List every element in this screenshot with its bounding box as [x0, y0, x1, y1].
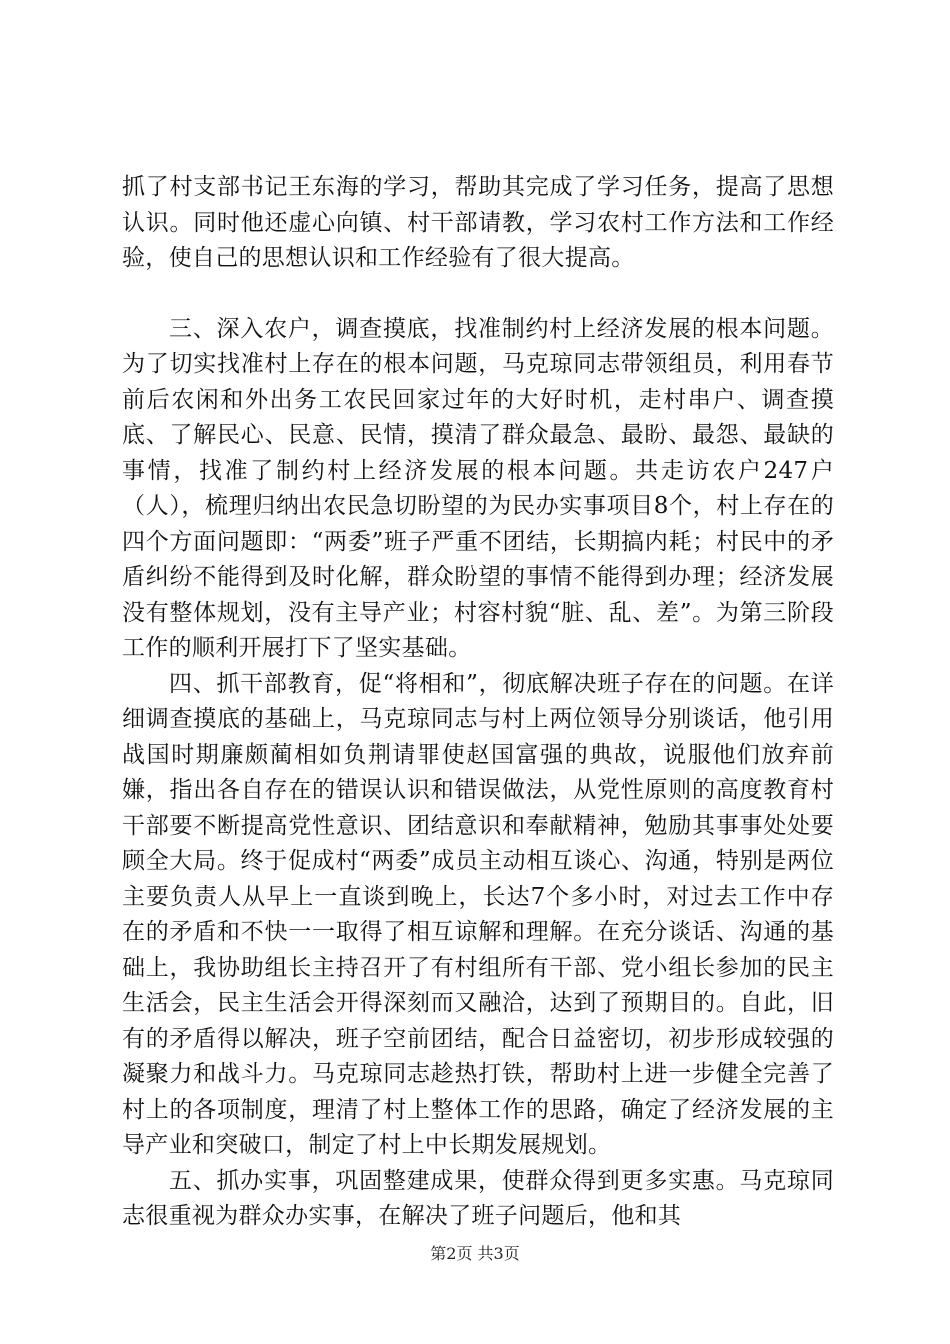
paragraph-section-3: 三、深入农户，调查摸底，找准制约村上经济发展的根本问题。为了切实找准村上存在的根本问题，马克琼同志带领组员，利用春节前后农闲和外出务工农民回家过年的大好时机，走村串户、调查摸底、了解民心、民意、民情，摸清了群众最急、最盼、最怨、最缺的事情，找准了制约村上经济发展的根本问题。共走访农户247户（人），梳理归纳出农民急切盼望的为民办实事项目8个，村上存在的四个方面问题即：“两委”班子严重不团结，长期搞内耗；村民中的矛盾纠纷不能得到及时化解，群众盼望的事情不能得到办理；经济发展没有整体规划，没有主导产业；村容村貌“脏、乱、差”。为第三阶段工作的顺利开展打下了坚实基础。 — [122, 315, 834, 661]
paragraph-section-4: 四、抓干部教育，促“将相和”，彻底解决班子存在的问题。在详细调查摸底的基础上，马克琼同志与村上两位领导分别谈话，他引用战国时期廉颇蔺相如负荆请罪使赵国富强的典故，说服他们放弃前嫌，指出各自存在的错误认识和错误做法，从党性原则的高度教育村干部要不断提高党性意识、团结意识和奉献精神，勉励其事事处处要顾全大局。终于促成村“两委”成员主动相互谈心、沟通，特别是两位主要负责人从早上一直谈到晚上，长达7个多小时，对过去工作中存在的矛盾和不快一一取得了相互谅解和理解。在充分谈话、沟通的基础上，我协助组长主持召开了有村组所有干部、党小组长参加的民主生活会，民主生活会开得深刻而又融洽，达到了预期目的。自此，旧有的矛盾得以解决，班子空前团结，配合日益密切，初步形成较强的凝聚力和战斗力。马克琼同志趁热打铁，帮助村上进一步健全完善了村上的各项制度，理清了村上整体工作的思路，确定了经济发展的主导产业和突破口，制定了村上中长期发展规划。 — [122, 670, 834, 1158]
paragraph-continuation: 抓了村支部书记王东海的学习，帮助其完成了学习任务，提高了思想认识。同时他还虚心向镇、村干部请教，学习农村工作方法和工作经验，使自己的思想认识和工作经验有了很大提高。 — [122, 174, 834, 271]
paragraph-section-5: 五、抓办实事，巩固整建成果，使群众得到更多实惠。马克琼同志很重视为群众办实事，在解决了班子问题后，他和其 — [122, 1167, 834, 1229]
page-footer: 第2页 共3页 — [430, 1244, 520, 1263]
document-body — [122, 170, 834, 1235]
